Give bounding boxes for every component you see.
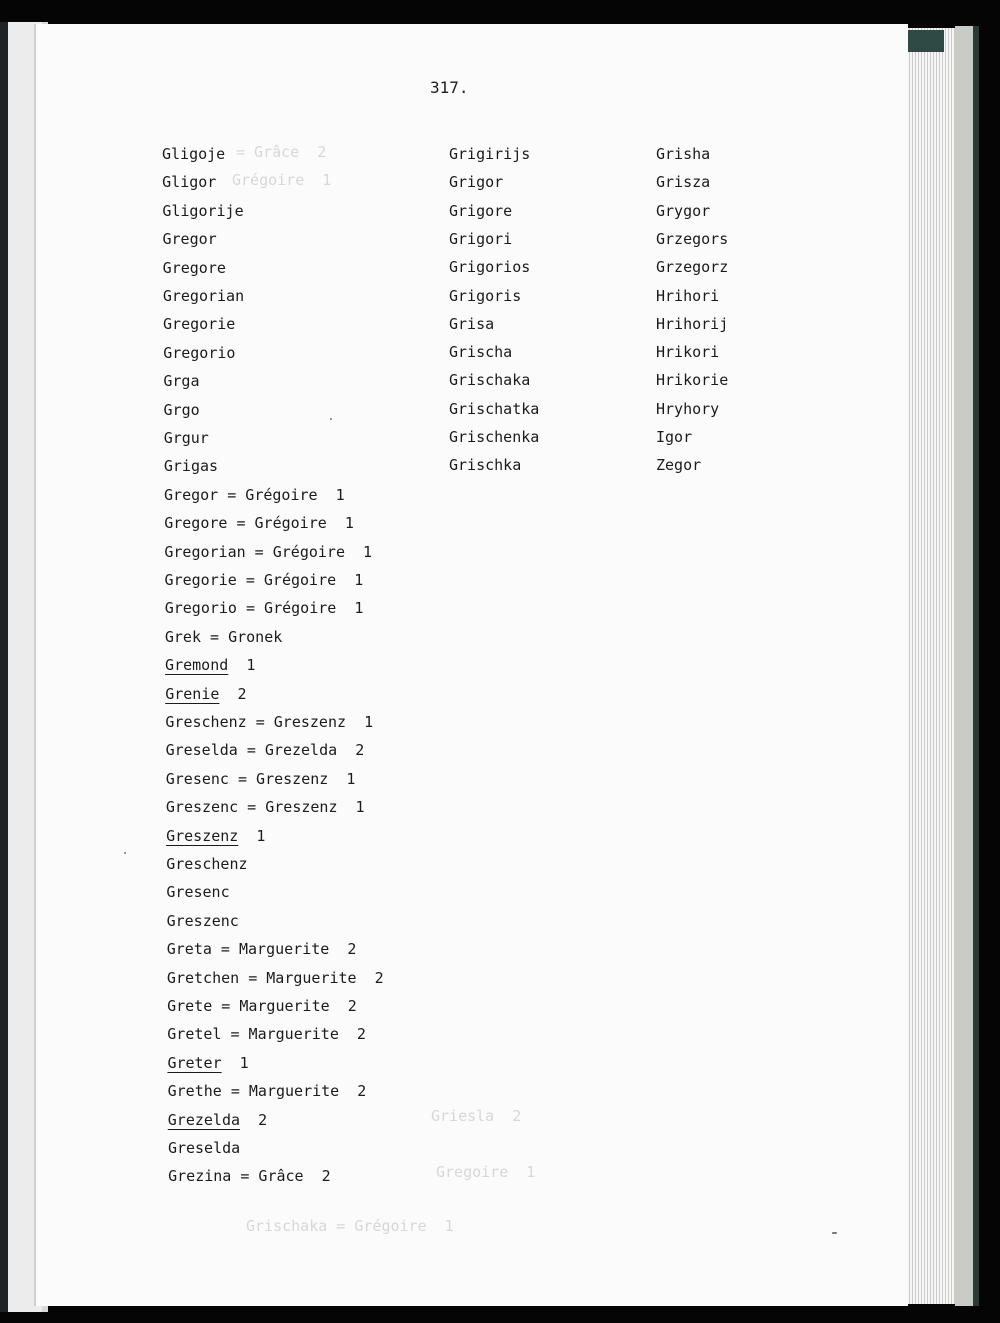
- middle-entry: Grigorios: [449, 258, 531, 277]
- left-entry: Gligor: [162, 173, 217, 192]
- left-entry: Gretel = Marguerite 2: [167, 1025, 366, 1044]
- middle-entry: Grischa: [449, 343, 513, 362]
- left-entry: Greselda: [167, 1139, 241, 1157]
- left-entry: Grek = Gronek: [164, 627, 283, 646]
- right-entry: Igor: [656, 428, 693, 446]
- right-entry: Hrikori: [656, 343, 720, 362]
- right-entry: Zegor: [656, 456, 702, 475]
- left-entry: Grgur: [163, 429, 209, 447]
- left-entry: Gligorije: [162, 201, 244, 220]
- left-entry: Gregor: [162, 230, 217, 249]
- bleed-through-text: Gregoire 1: [436, 1163, 536, 1181]
- left-entry: Gregorio = Grégoire 1: [164, 599, 364, 618]
- speck: [832, 1232, 837, 1234]
- right-entry: Hrihori: [656, 286, 720, 305]
- left-entry: Greszenc = Greszenz 1: [165, 798, 365, 817]
- left-entry: Gligoje: [162, 145, 226, 163]
- left-entry: Gregor = Grégoire 1: [164, 485, 345, 504]
- left-entry: Grenie 2: [165, 684, 247, 703]
- bleed-through-text: = Grâce 2: [236, 143, 327, 161]
- left-entry: Gresenc: [166, 883, 230, 902]
- middle-entry: Grischka: [449, 456, 522, 475]
- right-entry: Grisha: [656, 145, 711, 163]
- left-entry: Gregorio: [163, 343, 236, 362]
- middle-entry: Grigori: [449, 229, 513, 248]
- left-entry: Grete = Marguerite 2: [167, 997, 357, 1015]
- bleed-through-text: Grégoire 1: [232, 171, 332, 189]
- middle-entry: Grischaka: [449, 371, 531, 390]
- left-entry: Grethe = Marguerite 2: [167, 1082, 367, 1101]
- middle-entry: Grigor: [449, 173, 504, 192]
- bleed-through-text: Griesla 2: [431, 1107, 522, 1125]
- right-entry: Grzegorz: [656, 258, 729, 277]
- left-entry: Gregore = Grégoire 1: [164, 514, 354, 533]
- left-entry: Grezelda 2: [167, 1110, 268, 1129]
- right-entry: Grygor: [656, 201, 711, 220]
- book-cover-edge: [955, 26, 979, 1306]
- middle-entry: Grigore: [449, 201, 513, 220]
- left-entry: Gregorian: [162, 287, 245, 305]
- right-entry: Hryhory: [656, 399, 720, 418]
- left-entry: Grezina = Grâce 2: [168, 1167, 331, 1186]
- left-entry: Greszenz 1: [166, 826, 266, 845]
- left-entry: Grigas: [163, 457, 219, 476]
- left-entry: Gremond 1: [165, 656, 256, 675]
- right-entry: Grisza: [656, 173, 711, 192]
- left-entry: Greschenz: [166, 855, 248, 873]
- middle-entry: Grischatka: [449, 399, 540, 418]
- speck: [330, 418, 332, 420]
- middle-entry: Grischenka: [449, 428, 540, 446]
- left-entry: Greter 1: [167, 1053, 249, 1072]
- bleed-through-text: Grischaka = Grégoire 1: [246, 1217, 454, 1235]
- right-entry: Hrikorie: [656, 371, 729, 390]
- left-entry: Grga: [163, 372, 200, 391]
- left-entry: Greszenc: [166, 911, 239, 930]
- left-entry: Gretchen = Marguerite 2: [166, 968, 384, 987]
- left-entry: Gregorie = Grégoire 1: [164, 571, 364, 589]
- left-entry: Grgo: [163, 400, 200, 419]
- left-entry: Greschenz = Greszenz 1: [165, 713, 374, 731]
- left-entry: Gregorie: [163, 315, 236, 334]
- page-number: 317.: [430, 78, 469, 97]
- left-entry: Gresenc = Greszenz 1: [165, 769, 356, 788]
- middle-entry: Grigirijs: [449, 145, 531, 163]
- left-entry: Greta = Marguerite 2: [166, 940, 357, 959]
- right-entry: Hrihorij: [656, 314, 729, 333]
- middle-entry: Grisa: [449, 314, 495, 333]
- left-entry: Gregorian = Grégoire 1: [164, 542, 373, 561]
- speck: [124, 852, 126, 854]
- right-entry: Grzegors: [656, 229, 729, 248]
- left-entry: Gregore: [162, 258, 226, 277]
- left-entry: Greselda = Grezelda 2: [165, 741, 365, 760]
- middle-entry: Grigoris: [449, 286, 522, 305]
